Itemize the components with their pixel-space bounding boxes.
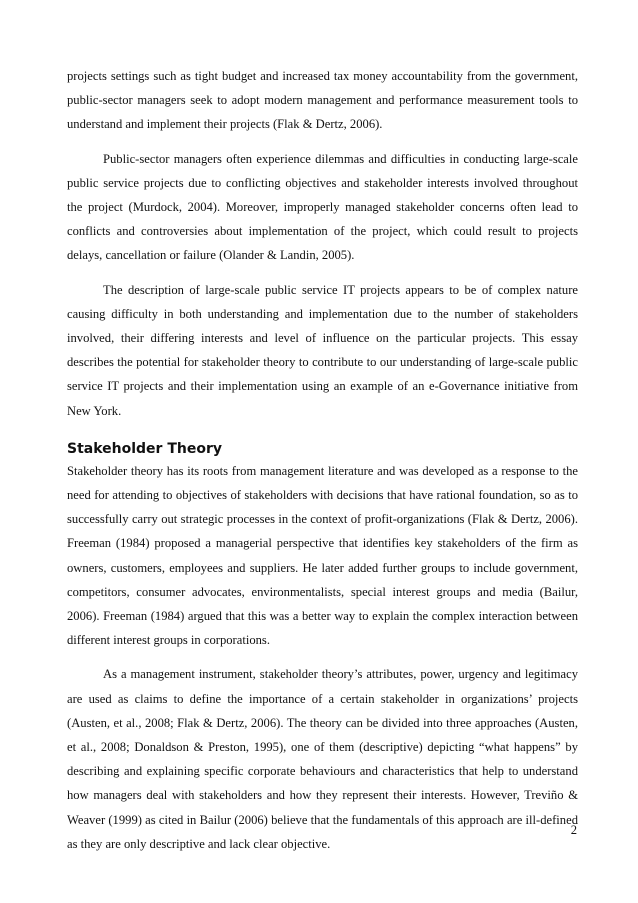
paragraph-public-sector-dilemmas: Public-sector managers often experience dilemmas and difficulties in conducting large-scale public service projects due to conflicting objectives and stakeholder interests involved throughout the project (Murdock, 2004). Moreover, improperly managed stakeholder concerns often lead to conflicts and controversies about implementation of the project, which could result to projects delays, cancellation or failure (Olander & Landin, 2005). xyxy=(67,151,578,263)
page-number: 2 xyxy=(570,823,577,837)
paragraph-continuation: projects settings such as tight budget and increased tax money accountability from the government, public-sector managers seek to adopt modern management and performance measurement tools to understand and implement their projects (Flak & Dertz, 2006). xyxy=(67,69,578,132)
section-heading-stakeholder-theory: Stakeholder Theory xyxy=(67,440,222,457)
paragraph-stakeholder-roots: Stakeholder theory has its roots from management literature and was developed as a response to the need for attending to objectives of stakeholders with decisions that have rational foundation, so as to successfully carry out strategic processes in the context of profit-organizations (Flak & Dertz, 2006). Freeman (1984) proposed a managerial perspective that identifies key stakeholders of the firm as owners, customers, employees and suppliers. He later added further groups to include government, competitors, consumer advocates, environmentalists, special interest groups and media (Bailur, 2006). Freeman (1984) argued that this was a better way to explain the complex interaction between different interest groups in corporations. xyxy=(67,463,578,648)
paragraph-essay-description: The description of large-scale public service IT projects appears to be of complex nature causing difficulty in both understanding and implementation due to the number of stakeholders involved, their differing interests and level of influence on the particular projects. This essay describes the potential for stakeholder theory to contribute to our understanding of large-scale public service IT projects and their implementation using an example of an e-Governance initiative from New York. xyxy=(67,282,578,418)
paragraph-management-instrument: As a management instrument, stakeholder theory’s attributes, power, urgency and legitimacy are used as claims to define the importance of a certain stakeholder in organizations’ projects (Austen, et al., 2008; Flak & Dertz, 2006). The theory can be divided into three approaches (Austen, et al., 2008; Donaldson & Preston, 1995), one of them (descriptive) depicting “what happens” by describing and explaining specific corporate behaviours and characteristics that help to understand how managers deal with stakeholders and how they represent their interests. However, Treviño & Weaver (1999) as cited in Bailur (2006) believe that the fundamentals of this approach are ill-defined as they are only descriptive and lack clear objective. xyxy=(67,667,578,851)
page-body xyxy=(67,64,578,866)
